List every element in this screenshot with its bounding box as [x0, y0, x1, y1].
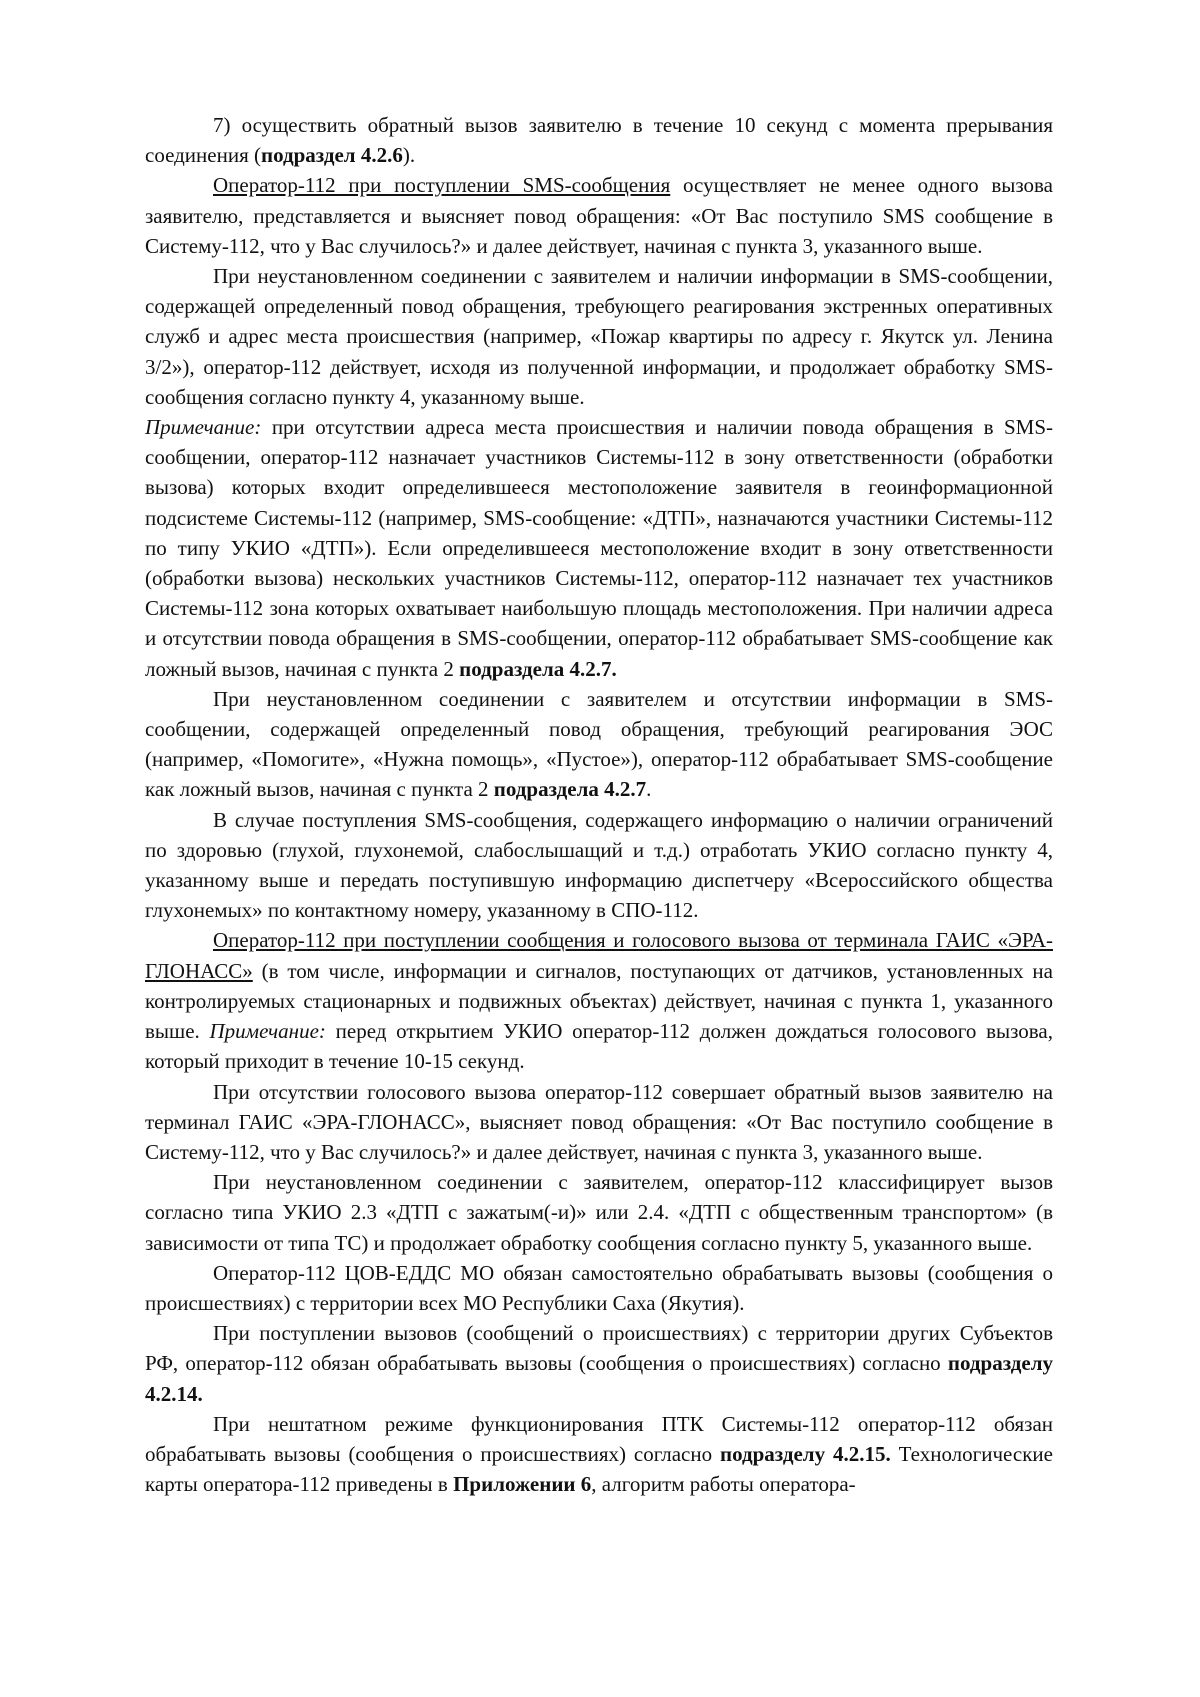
- paragraph-text: При нештатном режиме функционирования ПТК Системы-112 оператор-112 обязан обрабатывать вызовы (сообщения о происшествиях) согласно: [145, 1411, 1053, 1466]
- bold-reference: подраздела 4.2.7: [493, 777, 647, 802]
- paragraph-text: При неустановленном соединении с заявителем и отсутствии информации в SMS-сообщении, содержащей определенный повод обращения, требующий реагирования ЭОС (например, «Помогите», «Нужна помощь», «Пустое»), оператор-112 обрабатывает SMS-сообщение как ложный вызов, начиная с пункта 2: [145, 686, 1053, 802]
- paragraph-emergency-mode: [145, 1409, 1053, 1500]
- item-number: 7): [213, 113, 231, 137]
- paragraph-sms-no-connection: [145, 261, 1053, 412]
- paragraph-text: при отсутствии адреса места происшествия и наличии повода обращения в SMS-сообщении, оператор-112 назначает участников Системы-112 в зону ответственности (обработки вызова) которых входит определившееся местоположение заявителя в геоинформационной подсистеме Системы-112 (например, SMS-сообщение: «ДТП», назначаются участники Системы-112 по типу УКИО «ДТП»). Если определившееся местоположение входит в зону ответственности (обработки вызова) нескольких участников Системы-112, оператор-112 назначает тех участников Системы-112 зона которых охватывает наибольшую площадь местоположения. При наличии адреса и отсутствии повода обращения в SMS-сообщении, оператор-112 обрабатывает SMS-сообщение как ложный вызов, начиная с пункта 2: [145, 415, 1053, 681]
- bold-reference: подразделу 4.2.14.: [145, 1351, 1053, 1406]
- note-label: Примечание:: [209, 1019, 326, 1044]
- paragraph-text: (в том числе, информации и сигналов, поступающих от датчиков, установленных на контролируемых стационарных и подвижных объектах) действует, начиная с пункта 1, указанного выше.: [145, 958, 1053, 1044]
- paragraph-text: При поступлении вызовов (сообщений о происшествиях) с территории других Субъектов РФ, оператор-112 обязан обрабатывать вызовы (сообщения о происшествиях) согласно: [145, 1321, 1053, 1376]
- paragraph-text-3: , алгоритм работы оператора-: [591, 1472, 856, 1497]
- underlined-heading: Оператор-112 при поступлении SMS-сообщения: [213, 173, 671, 198]
- paragraph-note-sms: [145, 412, 1053, 684]
- note-label: Примечание:: [145, 415, 262, 440]
- document-page: [145, 110, 1053, 1499]
- paragraph-text: При неустановленном соединении с заявителем и наличии информации в SMS-сообщении, содержащей определенный повод обращения, требующего реагирования экстренных оперативных служб и адрес места происшествия (например, «Пожар квартиры по адресу г. Якутск ул. Ленина 3/2»), оператор-112 действует, исходя из полученной информации, и продолжает обработку SMS-сообщения согласно пункту 4, указанному выше.: [145, 264, 1053, 409]
- paragraph-other-subjects: [145, 1318, 1053, 1409]
- bold-reference: подраздел 4.2.6: [260, 143, 403, 168]
- paragraph-text: В случае поступления SMS-сообщения, содержащего информацию о наличии ограничений по здоровью (глухой, глухонемой, слабослышащий и т.д.) отработать УКИО согласно пункту 4, указанному выше и передать поступившую информацию диспетчеру «Всероссийского общества глухонемых» по контактному номеру, указанному в СПО-112.: [145, 807, 1053, 923]
- bold-appendix-reference: Приложении 6: [453, 1472, 592, 1497]
- paragraph-text-end: .: [646, 777, 652, 802]
- bold-reference: подразделу 4.2.15.: [720, 1441, 891, 1466]
- paragraph-text-2: Технологические карты оператора-112 приведены в: [145, 1441, 1053, 1497]
- paragraph-item-7: [145, 110, 1053, 170]
- paragraph-cov-edds: [145, 1258, 1053, 1318]
- paragraph-no-voice-call: [145, 1077, 1053, 1168]
- bold-reference: подраздела 4.2.7.: [459, 656, 617, 681]
- paragraph-sms-no-info: [145, 684, 1053, 805]
- paragraph-text: При неустановленном соединении с заявителем, оператор-112 классифицирует вызов согласно типа УКИО 2.3 «ДТП с зажатым(-и)» или 2.4. «ДТП с общественным транспортом» (в зависимости от типа ТС) и продолжает обработку сообщения согласно пункту 5, указанного выше.: [145, 1170, 1053, 1255]
- paragraph-era-glonass: [145, 925, 1053, 1076]
- paragraph-text-end: ).: [402, 143, 416, 168]
- paragraph-sms-health: [145, 805, 1053, 926]
- paragraph-classify-call: [145, 1167, 1053, 1258]
- paragraph-sms-call: [145, 170, 1053, 261]
- paragraph-text: При отсутствии голосового вызова оператор-112 совершает обратный вызов заявителю на терминал ГАИС «ЭРА-ГЛОНАСС», выясняет повод обращения: «От Вас поступило сообщение в Систему-112, что у Вас случилось?» и далее действует, начиная с пункта 3, указанного выше.: [145, 1079, 1053, 1164]
- paragraph-text-2: перед открытием УКИО оператор-112 должен дождаться голосового вызова, который приходит в течение 10-15 секунд.: [145, 1019, 1053, 1074]
- paragraph-text: осуществляет не менее одного вызова заявителю, представляется и выясняет повод обращения: «От Вас поступило SMS сообщение в Систему-112, что у Вас случилось?» и далее действует, начиная с пункта 3, указанного выше.: [145, 173, 1053, 258]
- underlined-heading: Оператор-112 при поступлении сообщения и голосового вызова от терминала ГАИС «ЭРА-ГЛОНАСС»: [145, 928, 1053, 983]
- paragraph-text: Оператор-112 ЦОВ-ЕДДС МО обязан самостоятельно обрабатывать вызовы (сообщения о происшествиях) с территории всех МО Республики Саха (Якутия).: [145, 1260, 1053, 1315]
- paragraph-text: осуществить обратный вызов заявителю в течение 10 секунд с момента прерывания соединения (: [145, 113, 1053, 168]
